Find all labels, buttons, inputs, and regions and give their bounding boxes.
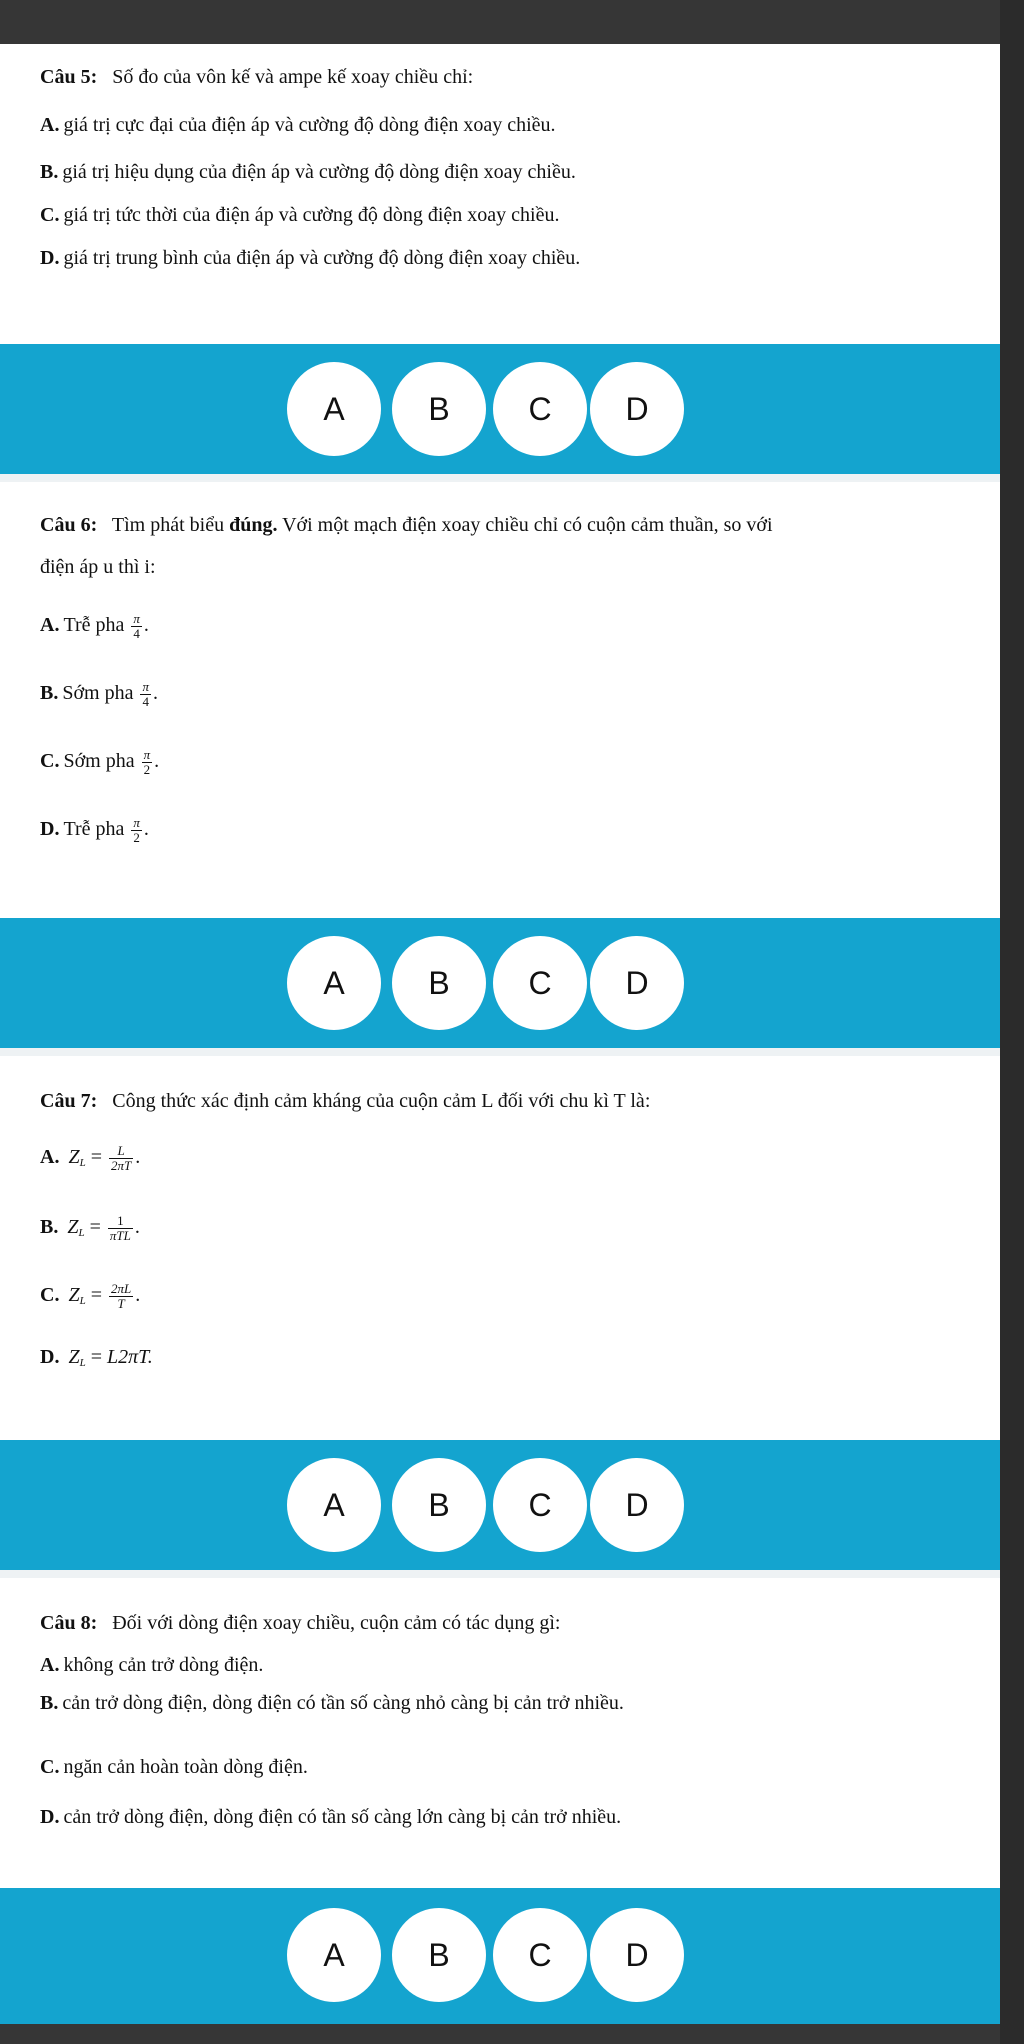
question-number: Câu 5: (40, 66, 98, 88)
fraction: $\frac{L}{2\pi T}$ (110, 1143, 132, 1173)
answer-b-button[interactable]: B (392, 936, 486, 1030)
answer-a-button[interactable]: A (287, 1908, 381, 2002)
option-b: B. cản trở dòng điện, dòng điện có tần số càng nhỏ càng bị cản trở nhiều. (40, 1692, 624, 1714)
option-c: C. giá trị tức thời của điện áp và cường độ dòng điện xoay chiều. (40, 204, 560, 226)
separator (0, 474, 1000, 482)
option-a: A. Trễ pha $\frac{\pi}{4}$ . (40, 611, 149, 641)
top-bar (0, 0, 1000, 44)
answer-band-8 (0, 1888, 1000, 2024)
separator (0, 1048, 1000, 1056)
fraction: $\frac{\pi}{4}$ (133, 611, 140, 641)
fraction: $\frac{1}{\text{πTL}}$ (109, 1213, 131, 1243)
right-frame (1000, 0, 1024, 2044)
option-d: D. cản trở dòng điện, dòng điện có tần số càng lớn càng bị cản trở nhiều. (40, 1806, 622, 1828)
option-b: B. Sớm pha $\frac{\pi}{4}$ . (40, 679, 158, 709)
option-b: B. $Z_L$ = $\frac{1}{\text{πTL}}$ . (40, 1213, 140, 1243)
answer-band-5 (0, 344, 1000, 474)
option-d: D. Trễ pha $\frac{\pi}{2}$ . (40, 815, 149, 845)
question-text: Đối với dòng điện xoay chiều, cuộn cảm có tác dụng gì: (112, 1612, 561, 1634)
option-c: C. Sớm pha $\frac{\pi}{2}$ . (40, 747, 160, 777)
answer-b-button[interactable]: B (392, 1908, 486, 2002)
answer-a-button[interactable]: A (287, 362, 381, 456)
answer-d-button[interactable]: D (590, 1458, 684, 1552)
question-text: Số đo của vôn kế và ampe kế xoay chiều chỉ: (112, 66, 474, 88)
bottom-bar (0, 2024, 1000, 2044)
answer-a-button[interactable]: A (287, 1458, 381, 1552)
question-number: Câu 7: (40, 1090, 98, 1112)
option-a: A. không cản trở dòng điện. (40, 1654, 264, 1676)
answer-d-button[interactable]: D (590, 362, 684, 456)
answer-c-button[interactable]: C (493, 362, 587, 456)
answer-band-6 (0, 918, 1000, 1048)
answer-a-button[interactable]: A (287, 936, 381, 1030)
answer-band-7 (0, 1440, 1000, 1570)
separator (0, 1570, 1000, 1578)
option-b: B. giá trị hiệu dụng của điện áp và cường độ dòng điện xoay chiều. (40, 161, 576, 183)
fraction: $\frac{2\pi L}{T}$ (110, 1281, 132, 1311)
answer-b-button[interactable]: B (392, 1458, 486, 1552)
answer-d-button[interactable]: D (590, 936, 684, 1030)
question-text-line2: điện áp u thì i: (40, 556, 156, 578)
option-c: C. $Z_L$ = $\frac{2\pi L}{T}$ . (40, 1281, 141, 1311)
answer-c-button[interactable]: C (493, 1458, 587, 1552)
answer-c-button[interactable]: C (493, 936, 587, 1030)
answer-d-button[interactable]: D (590, 1908, 684, 2002)
option-c: C. ngăn cản hoàn toàn dòng điện. (40, 1756, 308, 1778)
fraction: $\frac{\pi}{4}$ (142, 679, 149, 709)
option-a: A. giá trị cực đại của điện áp và cường độ dòng điện xoay chiều. (40, 114, 556, 136)
option-d: D. giá trị trung bình của điện áp và cường độ dòng điện xoay chiều. (40, 247, 581, 269)
answer-c-button[interactable]: C (493, 1908, 587, 2002)
question-number: Câu 6: (40, 514, 98, 536)
fraction: $\frac{\pi}{2}$ (143, 747, 151, 777)
question-number: Câu 8: (40, 1612, 98, 1634)
option-d: D. $Z_L = L2\pi T$. (40, 1346, 153, 1369)
option-a: A. $Z_L$ = $\frac{L}{2\pi T}$ . (40, 1143, 141, 1173)
fraction: $\frac{\pi}{2}$ (133, 815, 140, 845)
answer-b-button[interactable]: B (392, 362, 486, 456)
question-text: Công thức xác định cảm kháng của cuộn cảm L đối với chu kì T là: (112, 1090, 651, 1112)
